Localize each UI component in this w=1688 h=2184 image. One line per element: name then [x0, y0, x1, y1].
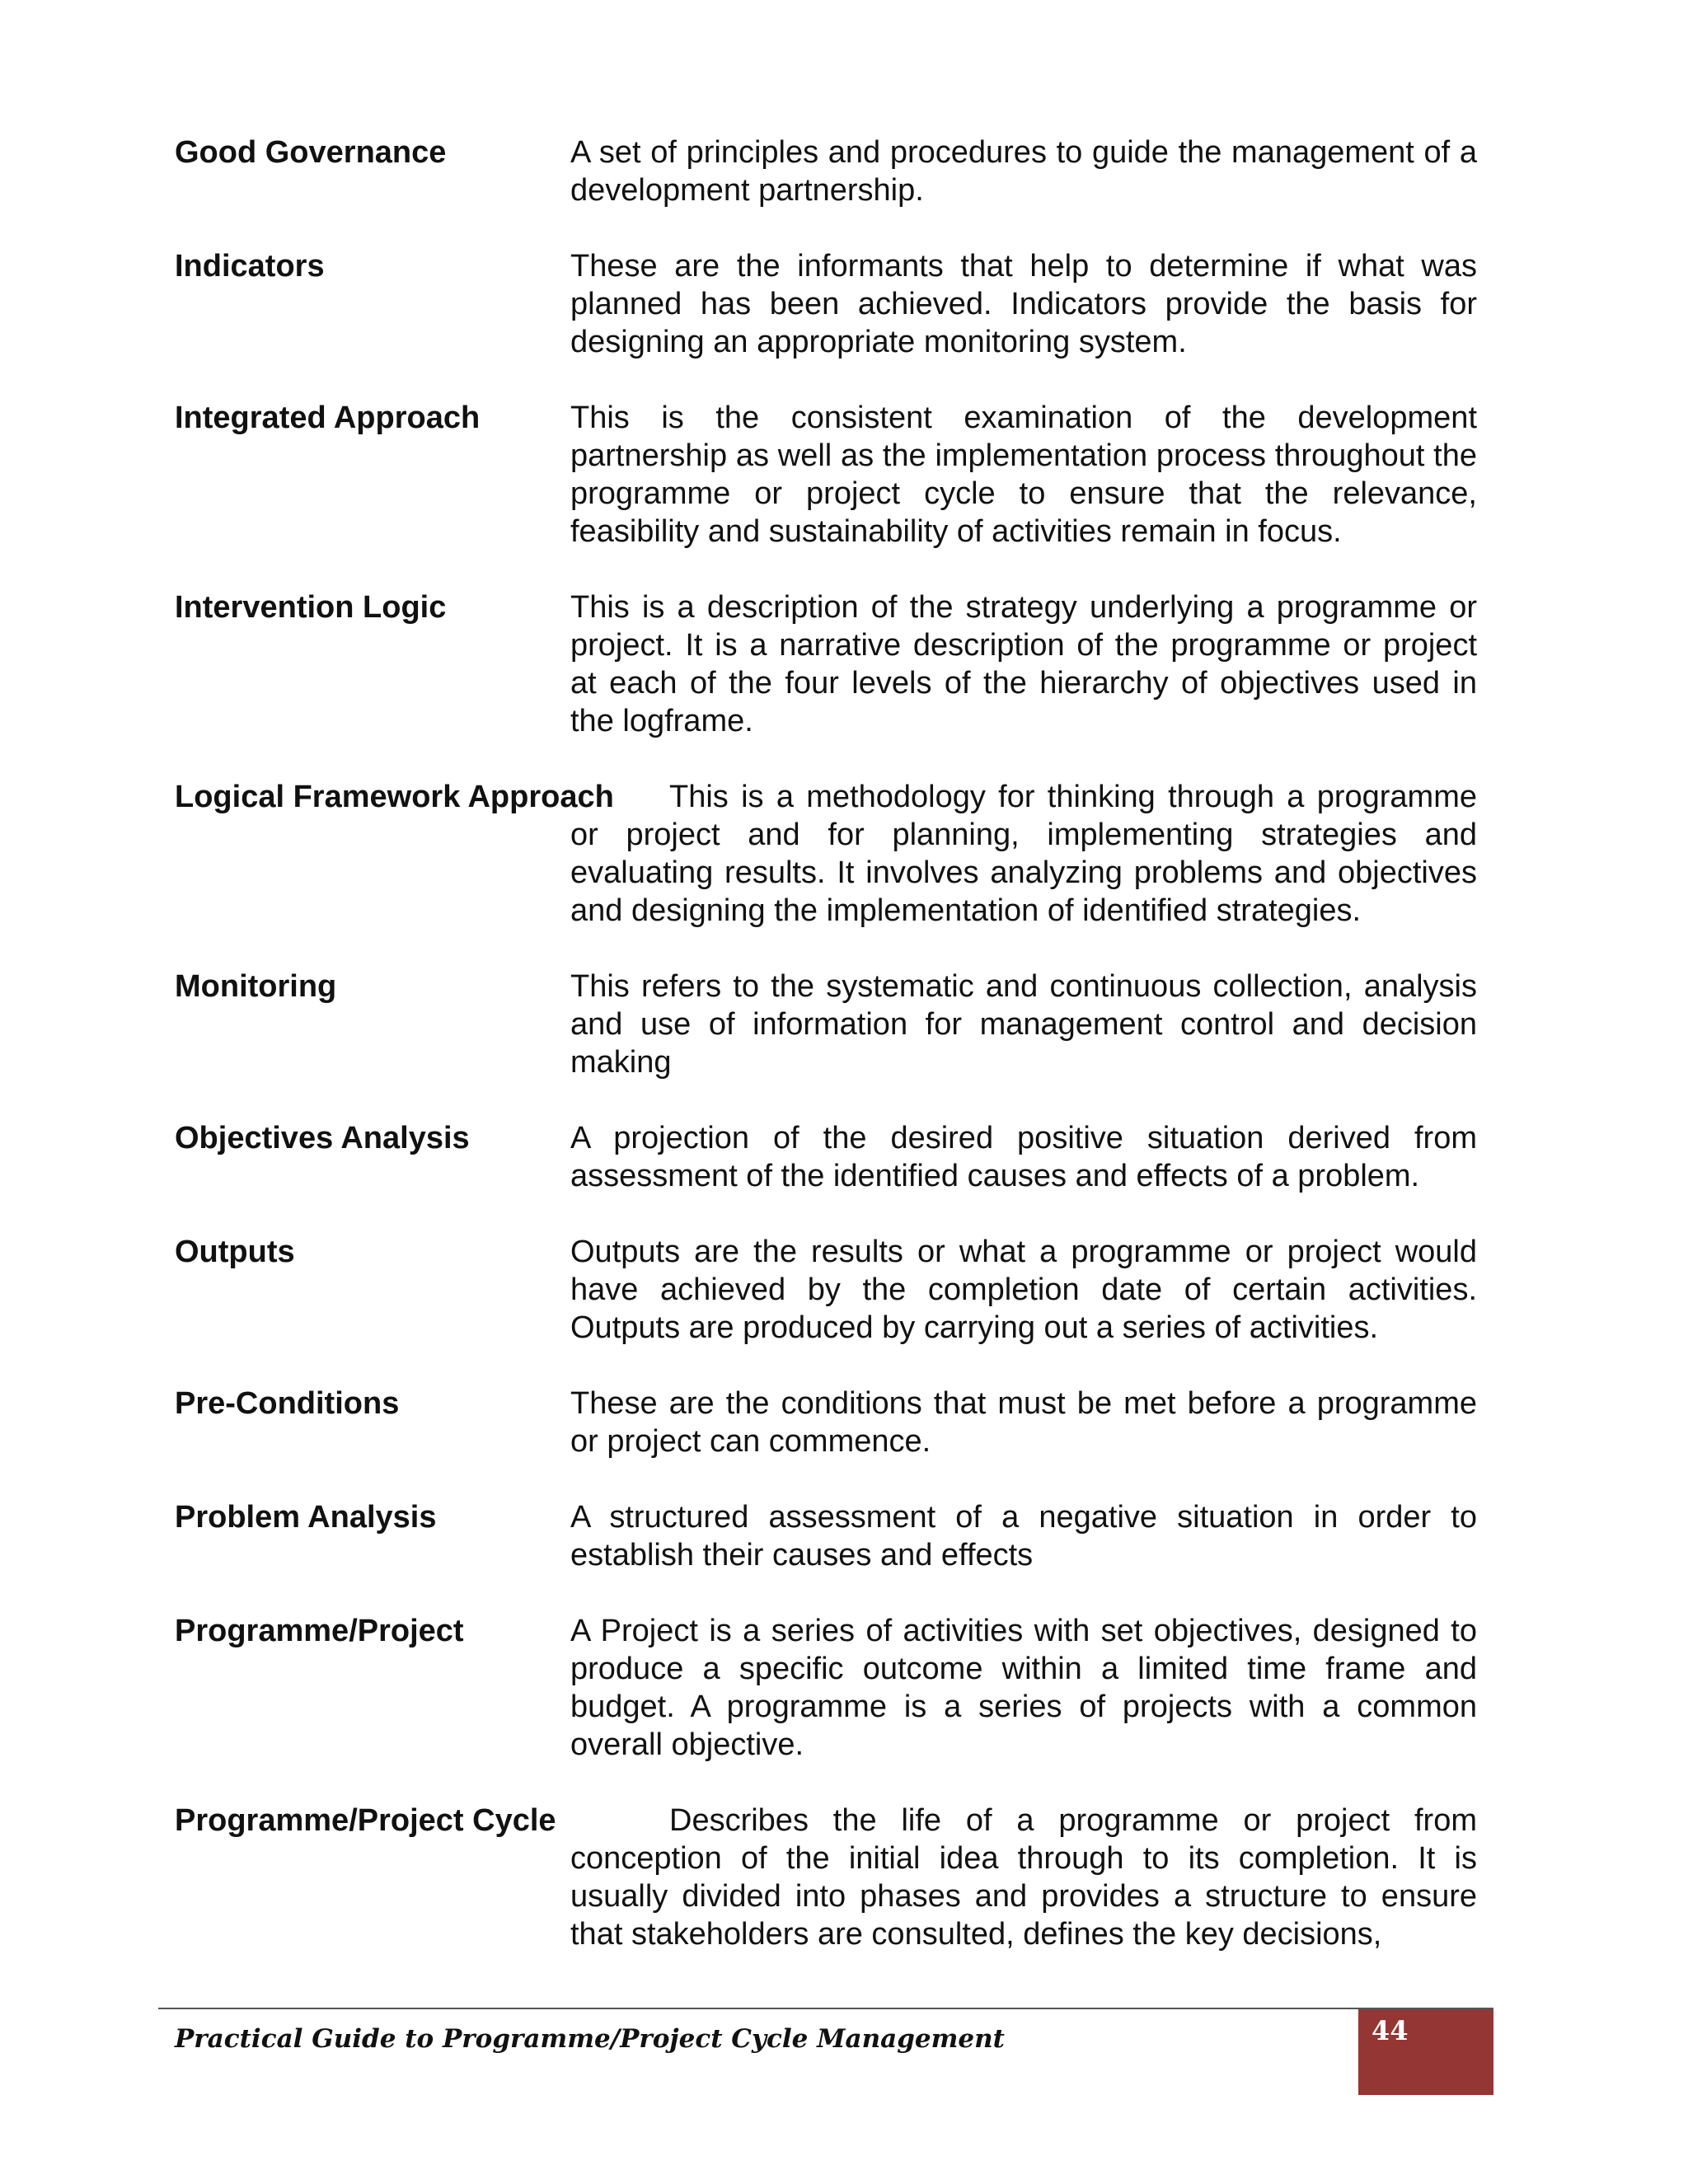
glossary-definition: This refers to the systematic and continuous collection, analysis and use of information for management control and decision making: [570, 969, 1477, 1080]
glossary-term: Pre-Conditions: [175, 1386, 400, 1421]
page-number: 44: [1372, 2015, 1409, 2046]
glossary-term: Programme/Project: [175, 1614, 464, 1648]
glossary-entry: [175, 247, 1477, 361]
glossary-definition: Outputs are the results or what a programme or project would have achieved by the completion date of certain activities. Outputs are produced by carrying out a series of activities.: [570, 1235, 1477, 1345]
glossary-term: Indicators: [175, 249, 325, 284]
glossary-list: [175, 134, 1477, 1991]
glossary-definition: These are the informants that help to determine if what was planned has been achieved. Indicators provide the basis for designing an appropriate monitoring system.: [570, 249, 1477, 359]
glossary-term: Objectives Analysis: [175, 1121, 470, 1155]
glossary-entry: [175, 1385, 1477, 1460]
glossary-definition: This is a methodology for thinking through a programme or project and for planning, implementing strategies and evaluating results. It involves analyzing problems and objectives and designing the implementation of identified strategies.: [570, 780, 1477, 928]
glossary-definition: These are the conditions that must be met before a programme or project can commence.: [570, 1386, 1477, 1459]
glossary-entry: [175, 1119, 1477, 1195]
glossary-term: Outputs: [175, 1235, 295, 1269]
glossary-definition: A structured assessment of a negative situation in order to establish their causes and effects: [570, 1500, 1477, 1572]
glossary-term: Monitoring: [175, 969, 337, 1004]
glossary-term: Programme/Project Cycle: [175, 1803, 556, 1838]
glossary-entry: [175, 399, 1477, 551]
glossary-definition: A set of principles and procedures to guide the management of a development partnership.: [570, 135, 1477, 208]
glossary-entry: [175, 778, 1477, 930]
glossary-term: Logical Framework Approach: [175, 780, 614, 814]
glossary-entry: [175, 1498, 1477, 1574]
glossary-definition: This is a description of the strategy underlying a programme or project. It is a narrative description of the programme or project at each of the four levels of the hierarchy of objectives used in the logframe.: [570, 590, 1477, 738]
glossary-definition: Describes the life of a programme or project from conception of the initial idea through to its completion. It is usually divided into phases and provides a structure to ensure that stakeholders are consulted, defines the key decisions,: [570, 1803, 1477, 1952]
glossary-entry: [175, 1233, 1477, 1347]
glossary-entry: [175, 134, 1477, 209]
footer-document-title: Practical Guide to Programme/Project Cycle Management: [175, 2024, 1005, 2054]
glossary-entry: [175, 588, 1477, 740]
glossary-entry: [175, 1802, 1477, 1953]
glossary-entry: [175, 1612, 1477, 1764]
glossary-term: Integrated Approach: [175, 401, 481, 435]
glossary-entry: [175, 968, 1477, 1081]
glossary-definition: A Project is a series of activities with set objectives, designed to produce a specific outcome within a limited time frame and budget. A programme is a series of projects with a common overall objective.: [570, 1614, 1477, 1762]
glossary-term: Problem Analysis: [175, 1500, 437, 1535]
page-number-badge: [1358, 2009, 1493, 2095]
footer-divider: [158, 2008, 1493, 2009]
glossary-term: Intervention Logic: [175, 590, 447, 625]
glossary-term: Good Governance: [175, 135, 447, 170]
glossary-definition: A projection of the desired positive situation derived from assessment of the identified causes and effects of a problem.: [570, 1121, 1477, 1193]
glossary-definition: This is the consistent examination of the development partnership as well as the implementation process throughout the programme or project cycle to ensure that the relevance, feasibility and sustainability of activities remain in focus.: [570, 401, 1477, 549]
